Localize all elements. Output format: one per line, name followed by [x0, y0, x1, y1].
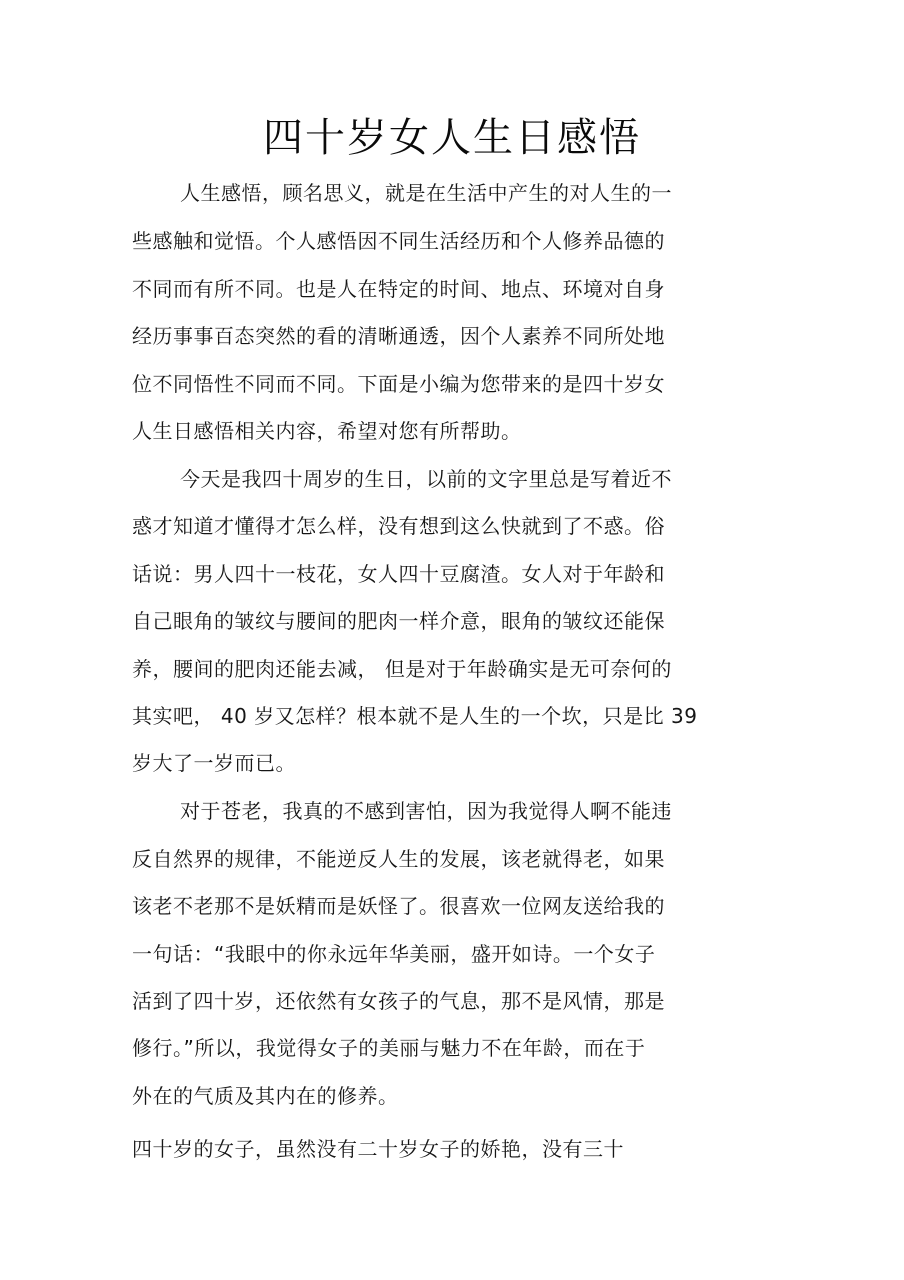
paragraph-1-line-3: 不同而有所不同。也是人在特定的时间、地点、环境对自身: [132, 277, 665, 301]
paragraph-1-line-2: 些感触和觉悟。个人感悟因不同生活经历和个人修养品德的: [132, 229, 665, 253]
document-title: 四十岁女人生日感悟: [263, 115, 641, 161]
paragraph-2-line-4: 自己眼角的皱纹与腰间的肥肉一样介意，眼角的皱纹还能保: [132, 609, 665, 633]
paragraph-2-line-7: 岁大了一岁而已。: [132, 751, 296, 775]
paragraph-1-line-4: 经历事事百态突然的看的清晰通透，因个人素养不同所处地: [132, 324, 665, 348]
paragraph-3-line-3: 该老不老那不是妖精而是妖怪了。很喜欢一位网友送给我的: [132, 894, 665, 918]
paragraph-4-line-1: 四十岁的女子，虽然没有二十岁女子的娇艳，没有三十: [132, 1137, 624, 1161]
paragraph-3-line-2: 反自然界的规律，不能逆反人生的发展，该老就得老，如果: [132, 847, 665, 871]
paragraph-2-line-1: 今天是我四十周岁的生日，以前的文字里总是写着近不: [180, 467, 672, 491]
paragraph-3-line-6: 修行。”所以，我觉得女子的美丽与魅力不在年龄，而在于: [132, 1036, 646, 1060]
paragraph-2-line-6: 其实吧， 40 岁又怎样？根本就不是人生的一个坎，只是比 39: [132, 704, 698, 728]
paragraph-2-line-3: 话说：男人四十一枝花，女人四十豆腐渣。女人对于年龄和: [132, 562, 665, 586]
paragraph-2-line-2: 惑才知道才懂得才怎么样，没有想到这么快就到了不惑。俗: [132, 514, 665, 538]
paragraph-3-line-4: 一句话：“我眼中的你永远年华美丽，盛开如诗。一个女子: [132, 942, 656, 966]
paragraph-2-line-5: 养，腰间的肥肉还能去减， 但是对于年龄确实是无可奈何的: [132, 657, 672, 681]
paragraph-3-line-7: 外在的气质及其内在的修养。: [132, 1084, 399, 1108]
paragraph-1-line-5: 位不同悟性不同而不同。下面是小编为您带来的是四十岁女: [132, 372, 665, 396]
paragraph-3-line-5: 活到了四十岁，还依然有女孩子的气息，那不是风情，那是: [132, 989, 665, 1013]
paragraph-1-line-1: 人生感悟，顾名思义，就是在生活中产生的对人生的一: [180, 181, 672, 205]
paragraph-1-line-6: 人生日感悟相关内容，希望对您有所帮助。: [132, 419, 522, 443]
paragraph-3-line-1: 对于苍老，我真的不感到害怕，因为我觉得人啊不能违: [180, 799, 672, 823]
